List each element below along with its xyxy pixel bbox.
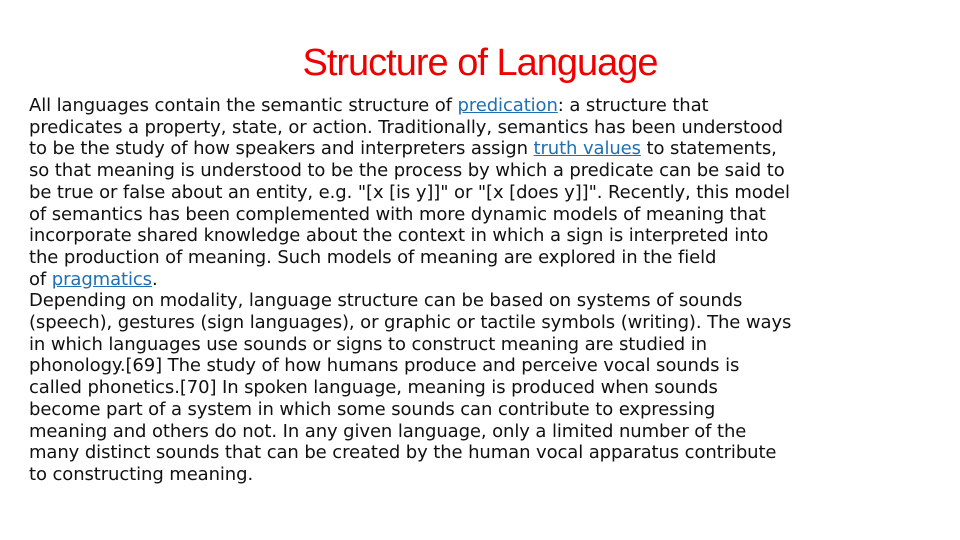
text-line: in which languages use sounds or signs to construct meaning are studied in <box>29 333 707 355</box>
text-line: become part of a system in which some sounds can contribute to expressing <box>29 398 716 420</box>
text-line: so that meaning is understood to be the process by which a predicate can be said to <box>29 160 785 182</box>
slide-title: Structure of Language <box>302 42 658 84</box>
text-line: called phonetics.[70] In spoken language, meaning is produced when sounds <box>29 377 718 399</box>
text-line: the production of meaning. Such models of meaning are explored in the field <box>29 246 717 268</box>
text-line: of semantics has been complemented with more dynamic models of meaning that <box>29 203 766 225</box>
text-line: incorporate shared knowledge about the context in which a sign is interpreted into <box>29 225 769 247</box>
text-line: phonology.[69] The study of how humans produce and perceive vocal sounds is <box>29 355 740 377</box>
text-segment: of <box>29 268 52 290</box>
text-segment: to statements, <box>640 138 777 160</box>
text-line: predicates a property, state, or action. Traditionally, semantics has been understood <box>29 116 784 138</box>
truth-values-link[interactable]: truth values <box>533 138 641 160</box>
paragraph-modality <box>29 290 929 485</box>
pragmatics-link[interactable]: pragmatics <box>51 268 152 290</box>
text-line: to constructing meaning. <box>29 463 254 485</box>
text-line <box>29 269 929 291</box>
text-segment: to be the study of how speakers and interpreters assign <box>29 138 534 160</box>
text-line: meaning and others do not. In any given language, only a limited number of the <box>29 420 747 442</box>
text-line: be true or false about an entity, e.g. "[x [is y]]" or "[x [does y]]". Recently, this model <box>29 181 790 203</box>
paragraph-semantics <box>29 95 929 290</box>
text-line: Depending on modality, language structure can be based on systems of sounds <box>29 290 743 312</box>
text-segment: . <box>151 268 158 290</box>
predication-link[interactable]: predication <box>457 95 558 116</box>
text-segment: : a structure that <box>557 95 709 116</box>
text-segment: All languages contain the semantic structure of <box>29 95 458 116</box>
text-line <box>29 95 929 117</box>
slide-body <box>29 95 929 486</box>
text-line <box>29 138 929 160</box>
text-line: (speech), gestures (sign languages), or graphic or tactile symbols (writing). The ways <box>29 312 792 334</box>
text-line: many distinct sounds that can be created by the human vocal apparatus contribute <box>29 442 777 464</box>
